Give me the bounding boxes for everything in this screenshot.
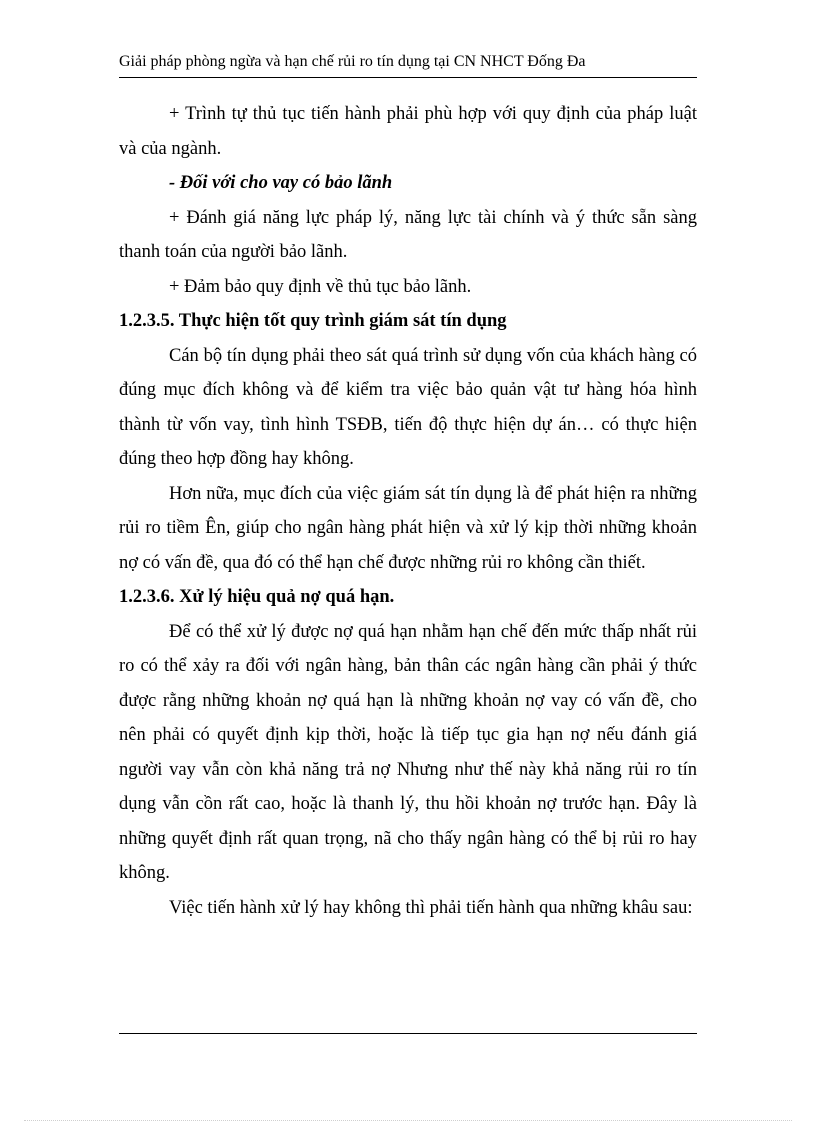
paragraph-guarantee-procedure: + Đảm bảo quy định về thủ tục bảo lãnh.: [169, 276, 472, 297]
subheading-guaranteed-loans: - Đối với cho vay có bảo lãnh: [169, 173, 393, 193]
footer-divider: [119, 1033, 697, 1034]
paragraph-credit-officer: Cán bộ tín dụng phải theo sát quá trình sử dụng vốn của khách hàng có đúng mục đích không và để kiểm tra việc bảo quản vật tư hàng hóa hình thành từ vốn vay, tình hình TSĐB, tiến độ thực hiện dự án… có thực hiện đúng theo hợp đồng hay không.: [119, 345, 697, 469]
paragraph-procedure-compliance: + Trình tự thủ tục tiến hành phải phù hợp với quy định của pháp luật và của ngành.: [119, 104, 697, 159]
paragraph-handling-steps: Việc tiến hành xử lý hay không thì phải tiến hành qua những khâu sau:: [169, 897, 693, 918]
document-body: [119, 97, 697, 925]
paragraph-overdue-handling: Để có thể xử lý được nợ quá hạn nhằm hạn chế đến mức thấp nhất rủi ro có thể xảy ra đối với ngân hàng, bản thân các ngân hàng cần phải ý thức được rằng những khoản nợ quá hạn là những khoản nợ vay có vấn đề, cho nên phải có quyết định kịp thời, hoặc là tiếp tục gia hạn nợ nếu đánh giá người vay vẫn còn khả năng trả nợ Nhưng như thế này khả năng rủi ro tín dụng vẫn cồn rất cao, hoặc là thanh lý, thu hồi khoản nợ trước hạn. Đây là những quyết định rất quan trọng, nã cho thấy ngân hàng có thể bị rủi ro hay không.: [119, 621, 697, 883]
running-header: Giải pháp phòng ngừa và hạn chế rủi ro tín dụng tại CN NHCT Đống Đa: [119, 53, 586, 70]
page-bottom-edge: [24, 1120, 792, 1121]
paragraph-guarantor-assessment: + Đánh giá năng lực pháp lý, năng lực tài chính và ý thức sẵn sàng thanh toán của người bảo lãnh.: [119, 207, 697, 262]
section-heading-credit-monitoring: 1.2.3.5. Thực hiện tốt quy trình giám sát tín dụng: [119, 311, 507, 331]
paragraph-monitoring-purpose: Hơn nữa, mục đích của việc giám sát tín dụng là để phát hiện ra những rủi ro tiềm Ên, giúp cho ngân hàng phát hiện và xử lý kịp thời những khoản nợ có vấn đề, qua đó có thể hạn chế được những rủi ro không cần thiết.: [119, 483, 697, 573]
section-heading-overdue-debt: 1.2.3.6. Xử lý hiệu quả nợ quá hạn.: [119, 587, 395, 607]
header-divider: [119, 77, 697, 78]
